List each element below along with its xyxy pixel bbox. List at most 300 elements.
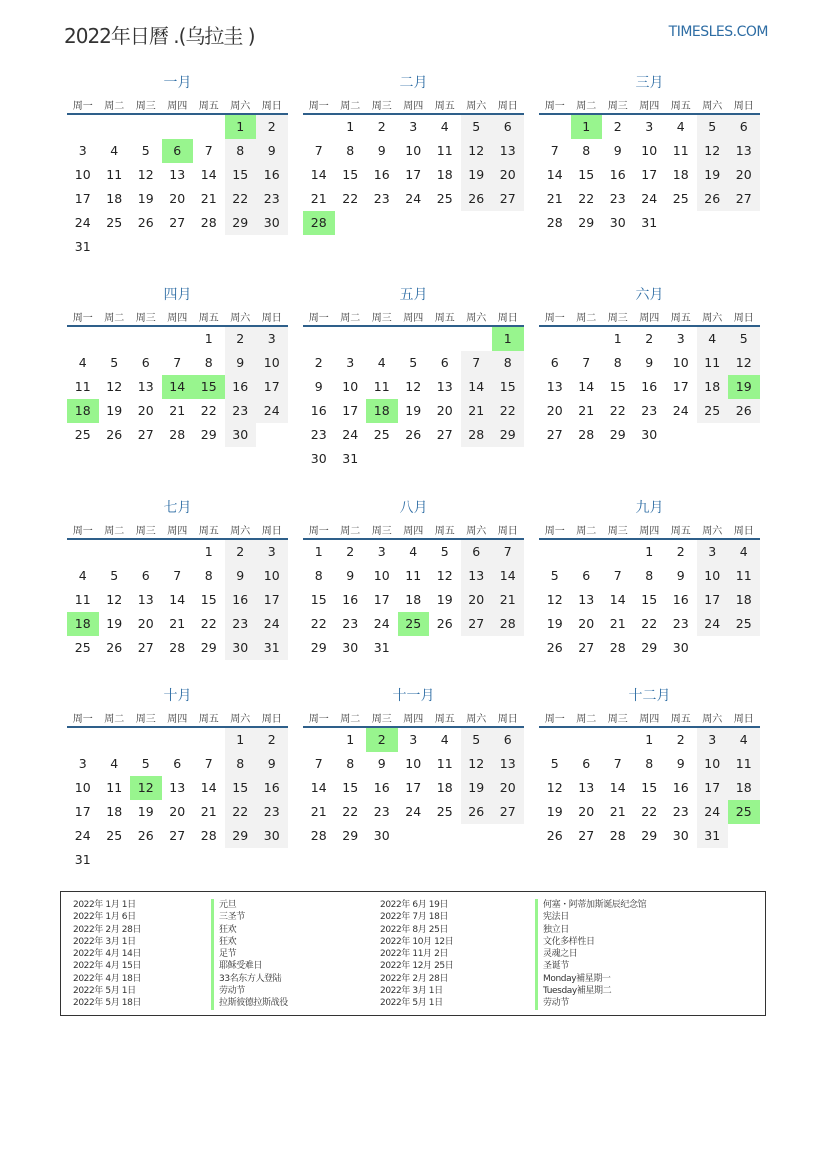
- day-cell[interactable]: 8: [645, 756, 654, 771]
- day-cell[interactable]: 22: [578, 191, 595, 206]
- day-cell[interactable]: 24: [74, 828, 91, 843]
- day-cell[interactable]: 17: [405, 167, 422, 182]
- day-cell[interactable]: 8: [225, 752, 257, 776]
- day-cell[interactable]: 27: [137, 427, 154, 442]
- day-cell[interactable]: 6: [728, 115, 760, 139]
- day-cell[interactable]: 29: [200, 427, 217, 442]
- day-cell[interactable]: 12: [728, 351, 760, 375]
- day-cell[interactable]: 26: [697, 187, 729, 211]
- day-cell[interactable]: 4: [440, 119, 449, 134]
- day-cell[interactable]: 25: [398, 612, 430, 636]
- day-cell[interactable]: 1: [314, 544, 323, 559]
- day-cell[interactable]: 19: [461, 776, 493, 800]
- day-cell[interactable]: 19: [728, 375, 760, 399]
- day-cell[interactable]: 28: [200, 828, 217, 843]
- day-cell[interactable]: 29: [342, 828, 359, 843]
- day-cell[interactable]: 22: [200, 403, 217, 418]
- day-cell[interactable]: 26: [106, 427, 123, 442]
- day-cell[interactable]: 16: [342, 592, 359, 607]
- day-cell[interactable]: 30: [672, 828, 689, 843]
- day-cell[interactable]: 17: [373, 592, 390, 607]
- day-cell[interactable]: 13: [578, 592, 595, 607]
- day-cell[interactable]: 12: [130, 776, 162, 800]
- day-cell[interactable]: 14: [169, 592, 186, 607]
- day-cell[interactable]: 28: [310, 828, 327, 843]
- day-cell[interactable]: 15: [342, 167, 359, 182]
- day-cell[interactable]: 11: [436, 143, 453, 158]
- day-cell[interactable]: 4: [728, 540, 760, 564]
- day-cell[interactable]: 13: [546, 379, 563, 394]
- day-cell[interactable]: 23: [609, 191, 626, 206]
- day-cell[interactable]: 12: [461, 139, 493, 163]
- day-cell[interactable]: 11: [697, 351, 729, 375]
- day-cell[interactable]: 31: [74, 852, 91, 867]
- day-cell[interactable]: 22: [200, 616, 217, 631]
- day-cell[interactable]: 9: [676, 568, 685, 583]
- day-cell[interactable]: 3: [676, 331, 685, 346]
- day-cell[interactable]: 7: [314, 143, 323, 158]
- day-cell[interactable]: 14: [492, 564, 524, 588]
- day-cell[interactable]: 2: [377, 119, 386, 134]
- day-cell[interactable]: 28: [303, 211, 335, 235]
- day-cell[interactable]: 13: [169, 167, 186, 182]
- day-cell[interactable]: 18: [405, 592, 422, 607]
- day-cell[interactable]: 3: [256, 540, 288, 564]
- day-cell[interactable]: 16: [256, 163, 288, 187]
- day-cell[interactable]: 15: [641, 592, 658, 607]
- day-cell[interactable]: 17: [256, 588, 288, 612]
- day-cell[interactable]: 8: [314, 568, 323, 583]
- day-cell[interactable]: 31: [342, 451, 359, 466]
- day-cell[interactable]: 19: [106, 403, 123, 418]
- day-cell[interactable]: 26: [405, 427, 422, 442]
- day-cell[interactable]: 19: [106, 616, 123, 631]
- day-cell[interactable]: 5: [697, 115, 729, 139]
- day-cell[interactable]: 9: [225, 564, 257, 588]
- day-cell[interactable]: 23: [342, 616, 359, 631]
- day-cell[interactable]: 28: [169, 427, 186, 442]
- day-cell[interactable]: 12: [546, 780, 563, 795]
- day-cell[interactable]: 9: [645, 355, 654, 370]
- day-cell[interactable]: 16: [672, 592, 689, 607]
- day-cell[interactable]: 9: [377, 143, 386, 158]
- day-cell[interactable]: 30: [641, 427, 658, 442]
- day-cell[interactable]: 14: [546, 167, 563, 182]
- day-cell[interactable]: 24: [342, 427, 359, 442]
- day-cell[interactable]: 1: [613, 331, 622, 346]
- day-cell[interactable]: 5: [110, 355, 119, 370]
- day-cell[interactable]: 10: [697, 564, 729, 588]
- day-cell[interactable]: 19: [405, 403, 422, 418]
- day-cell[interactable]: 19: [697, 163, 729, 187]
- day-cell[interactable]: 17: [641, 167, 658, 182]
- day-cell[interactable]: 25: [436, 804, 453, 819]
- day-cell[interactable]: 22: [641, 616, 658, 631]
- day-cell[interactable]: 30: [310, 451, 327, 466]
- day-cell[interactable]: 19: [436, 592, 453, 607]
- day-cell[interactable]: 5: [728, 327, 760, 351]
- day-cell[interactable]: 26: [137, 828, 154, 843]
- day-cell[interactable]: 23: [225, 399, 257, 423]
- day-cell[interactable]: 3: [697, 540, 729, 564]
- day-cell[interactable]: 18: [672, 167, 689, 182]
- day-cell[interactable]: 4: [409, 544, 418, 559]
- day-cell[interactable]: 6: [162, 139, 194, 163]
- day-cell[interactable]: 1: [225, 115, 257, 139]
- day-cell[interactable]: 25: [728, 800, 760, 824]
- day-cell[interactable]: 31: [256, 636, 288, 660]
- day-cell[interactable]: 24: [373, 616, 390, 631]
- day-cell[interactable]: 21: [461, 399, 493, 423]
- day-cell[interactable]: 29: [225, 211, 257, 235]
- day-cell[interactable]: 18: [728, 776, 760, 800]
- day-cell[interactable]: 31: [641, 215, 658, 230]
- day-cell[interactable]: 22: [342, 804, 359, 819]
- day-cell[interactable]: 10: [74, 780, 91, 795]
- day-cell[interactable]: 3: [78, 143, 87, 158]
- day-cell[interactable]: 26: [461, 800, 493, 824]
- day-cell[interactable]: 16: [256, 776, 288, 800]
- day-cell[interactable]: 20: [169, 191, 186, 206]
- day-cell[interactable]: 28: [546, 215, 563, 230]
- day-cell[interactable]: 11: [436, 756, 453, 771]
- day-cell[interactable]: 21: [310, 804, 327, 819]
- day-cell[interactable]: 18: [106, 804, 123, 819]
- day-cell[interactable]: 15: [641, 780, 658, 795]
- day-cell[interactable]: 21: [609, 804, 626, 819]
- day-cell[interactable]: 6: [141, 355, 150, 370]
- day-cell[interactable]: 14: [162, 375, 194, 399]
- day-cell[interactable]: 18: [67, 612, 99, 636]
- day-cell[interactable]: 25: [106, 215, 123, 230]
- day-cell[interactable]: 10: [405, 143, 422, 158]
- day-cell[interactable]: 2: [256, 115, 288, 139]
- day-cell[interactable]: 15: [200, 592, 217, 607]
- day-cell[interactable]: 10: [405, 756, 422, 771]
- day-cell[interactable]: 15: [578, 167, 595, 182]
- day-cell[interactable]: 3: [409, 732, 418, 747]
- day-cell[interactable]: 20: [728, 163, 760, 187]
- day-cell[interactable]: 4: [78, 355, 87, 370]
- day-cell[interactable]: 9: [613, 143, 622, 158]
- day-cell[interactable]: 2: [676, 544, 685, 559]
- day-cell[interactable]: 3: [645, 119, 654, 134]
- day-cell[interactable]: 25: [672, 191, 689, 206]
- day-cell[interactable]: 11: [106, 167, 123, 182]
- day-cell[interactable]: 21: [169, 616, 186, 631]
- day-cell[interactable]: 7: [204, 143, 213, 158]
- day-cell[interactable]: 14: [200, 167, 217, 182]
- day-cell[interactable]: 12: [436, 568, 453, 583]
- day-cell[interactable]: 8: [613, 355, 622, 370]
- day-cell[interactable]: 11: [74, 379, 91, 394]
- day-cell[interactable]: 11: [672, 143, 689, 158]
- day-cell[interactable]: 12: [546, 592, 563, 607]
- day-cell[interactable]: 14: [609, 780, 626, 795]
- day-cell[interactable]: 18: [728, 588, 760, 612]
- day-cell[interactable]: 21: [578, 403, 595, 418]
- day-cell[interactable]: 24: [256, 612, 288, 636]
- day-cell[interactable]: 23: [373, 191, 390, 206]
- day-cell[interactable]: 28: [492, 612, 524, 636]
- day-cell[interactable]: 1: [645, 732, 654, 747]
- day-cell[interactable]: 18: [697, 375, 729, 399]
- day-cell[interactable]: 14: [578, 379, 595, 394]
- day-cell[interactable]: 8: [492, 351, 524, 375]
- day-cell[interactable]: 12: [405, 379, 422, 394]
- day-cell[interactable]: 2: [676, 732, 685, 747]
- day-cell[interactable]: 18: [436, 167, 453, 182]
- day-cell[interactable]: 28: [609, 640, 626, 655]
- day-cell[interactable]: 7: [492, 540, 524, 564]
- day-cell[interactable]: 11: [74, 592, 91, 607]
- day-cell[interactable]: 3: [409, 119, 418, 134]
- day-cell[interactable]: 20: [461, 588, 493, 612]
- day-cell[interactable]: 16: [609, 167, 626, 182]
- day-cell[interactable]: 25: [106, 828, 123, 843]
- day-cell[interactable]: 6: [461, 540, 493, 564]
- day-cell[interactable]: 17: [74, 191, 91, 206]
- day-cell[interactable]: 16: [225, 375, 257, 399]
- day-cell[interactable]: 24: [697, 800, 729, 824]
- day-cell[interactable]: 4: [110, 756, 119, 771]
- day-cell[interactable]: 16: [373, 780, 390, 795]
- day-cell[interactable]: 29: [609, 427, 626, 442]
- day-cell[interactable]: 10: [373, 568, 390, 583]
- day-cell[interactable]: 30: [256, 824, 288, 848]
- day-cell[interactable]: 13: [137, 592, 154, 607]
- day-cell[interactable]: 20: [546, 403, 563, 418]
- day-cell[interactable]: 20: [436, 403, 453, 418]
- day-cell[interactable]: 19: [546, 804, 563, 819]
- day-cell[interactable]: 9: [314, 379, 323, 394]
- day-cell[interactable]: 22: [225, 800, 257, 824]
- day-cell[interactable]: 21: [492, 588, 524, 612]
- day-cell[interactable]: 29: [578, 215, 595, 230]
- day-cell[interactable]: 14: [200, 780, 217, 795]
- day-cell[interactable]: 1: [346, 732, 355, 747]
- day-cell[interactable]: 5: [409, 355, 418, 370]
- day-cell[interactable]: 6: [582, 756, 591, 771]
- day-cell[interactable]: 10: [256, 351, 288, 375]
- day-cell[interactable]: 23: [310, 427, 327, 442]
- day-cell[interactable]: 7: [613, 568, 622, 583]
- day-cell[interactable]: 15: [342, 780, 359, 795]
- day-cell[interactable]: 20: [169, 804, 186, 819]
- day-cell[interactable]: 9: [256, 752, 288, 776]
- day-cell[interactable]: 17: [342, 403, 359, 418]
- day-cell[interactable]: 1: [204, 331, 213, 346]
- day-cell[interactable]: 22: [492, 399, 524, 423]
- day-cell[interactable]: 16: [310, 403, 327, 418]
- day-cell[interactable]: 29: [225, 824, 257, 848]
- day-cell[interactable]: 16: [641, 379, 658, 394]
- day-cell[interactable]: 19: [137, 191, 154, 206]
- day-cell[interactable]: 19: [546, 616, 563, 631]
- day-cell[interactable]: 12: [461, 752, 493, 776]
- day-cell[interactable]: 28: [169, 640, 186, 655]
- day-cell[interactable]: 13: [578, 780, 595, 795]
- day-cell[interactable]: 5: [141, 756, 150, 771]
- day-cell[interactable]: 20: [492, 776, 524, 800]
- day-cell[interactable]: 18: [436, 780, 453, 795]
- day-cell[interactable]: 10: [342, 379, 359, 394]
- day-cell[interactable]: 8: [204, 568, 213, 583]
- day-cell[interactable]: 30: [342, 640, 359, 655]
- day-cell[interactable]: 11: [728, 752, 760, 776]
- day-cell[interactable]: 30: [373, 828, 390, 843]
- day-cell[interactable]: 23: [256, 187, 288, 211]
- day-cell[interactable]: 5: [461, 115, 493, 139]
- day-cell[interactable]: 16: [225, 588, 257, 612]
- day-cell[interactable]: 2: [314, 355, 323, 370]
- day-cell[interactable]: 10: [641, 143, 658, 158]
- day-cell[interactable]: 5: [550, 756, 559, 771]
- day-cell[interactable]: 29: [310, 640, 327, 655]
- day-cell[interactable]: 7: [314, 756, 323, 771]
- day-cell[interactable]: 6: [173, 756, 182, 771]
- day-cell[interactable]: 31: [74, 239, 91, 254]
- day-cell[interactable]: 5: [440, 544, 449, 559]
- day-cell[interactable]: 6: [582, 568, 591, 583]
- day-cell[interactable]: 16: [672, 780, 689, 795]
- day-cell[interactable]: 28: [578, 427, 595, 442]
- day-cell[interactable]: 24: [74, 215, 91, 230]
- day-cell[interactable]: 17: [672, 379, 689, 394]
- day-cell[interactable]: 17: [697, 776, 729, 800]
- day-cell[interactable]: 13: [728, 139, 760, 163]
- day-cell[interactable]: 11: [373, 379, 390, 394]
- day-cell[interactable]: 30: [225, 636, 257, 660]
- day-cell[interactable]: 21: [609, 616, 626, 631]
- day-cell[interactable]: 21: [200, 804, 217, 819]
- day-cell[interactable]: 7: [173, 355, 182, 370]
- day-cell[interactable]: 27: [461, 612, 493, 636]
- day-cell[interactable]: 12: [137, 167, 154, 182]
- day-cell[interactable]: 16: [373, 167, 390, 182]
- day-cell[interactable]: 11: [405, 568, 422, 583]
- day-cell[interactable]: 3: [697, 728, 729, 752]
- day-cell[interactable]: 23: [373, 804, 390, 819]
- day-cell[interactable]: 28: [200, 215, 217, 230]
- day-cell[interactable]: 14: [461, 375, 493, 399]
- site-link[interactable]: TIMESLES.COM: [668, 24, 768, 40]
- day-cell[interactable]: 29: [641, 640, 658, 655]
- day-cell[interactable]: 18: [106, 191, 123, 206]
- day-cell[interactable]: 25: [697, 399, 729, 423]
- day-cell[interactable]: 30: [256, 211, 288, 235]
- day-cell[interactable]: 24: [641, 191, 658, 206]
- day-cell[interactable]: 18: [67, 399, 99, 423]
- day-cell[interactable]: 14: [609, 592, 626, 607]
- day-cell[interactable]: 26: [461, 187, 493, 211]
- day-cell[interactable]: 10: [672, 355, 689, 370]
- day-cell[interactable]: 13: [492, 139, 524, 163]
- day-cell[interactable]: 23: [225, 612, 257, 636]
- day-cell[interactable]: 9: [377, 756, 386, 771]
- day-cell[interactable]: 4: [110, 143, 119, 158]
- day-cell[interactable]: 26: [546, 640, 563, 655]
- day-cell[interactable]: 24: [405, 804, 422, 819]
- day-cell[interactable]: 2: [613, 119, 622, 134]
- day-cell[interactable]: 24: [256, 399, 288, 423]
- day-cell[interactable]: 21: [546, 191, 563, 206]
- day-cell[interactable]: 11: [106, 780, 123, 795]
- day-cell[interactable]: 25: [74, 640, 91, 655]
- day-cell[interactable]: 18: [366, 399, 398, 423]
- day-cell[interactable]: 31: [697, 824, 729, 848]
- day-cell[interactable]: 12: [106, 592, 123, 607]
- day-cell[interactable]: 23: [256, 800, 288, 824]
- day-cell[interactable]: 7: [461, 351, 493, 375]
- day-cell[interactable]: 15: [193, 375, 225, 399]
- day-cell[interactable]: 30: [672, 640, 689, 655]
- day-cell[interactable]: 27: [492, 800, 524, 824]
- day-cell[interactable]: 25: [373, 427, 390, 442]
- day-cell[interactable]: 27: [578, 640, 595, 655]
- day-cell[interactable]: 23: [641, 403, 658, 418]
- day-cell[interactable]: 4: [676, 119, 685, 134]
- day-cell[interactable]: 25: [74, 427, 91, 442]
- day-cell[interactable]: 9: [676, 756, 685, 771]
- day-cell[interactable]: 27: [169, 215, 186, 230]
- day-cell[interactable]: 13: [137, 379, 154, 394]
- day-cell[interactable]: 27: [137, 640, 154, 655]
- day-cell[interactable]: 25: [436, 191, 453, 206]
- day-cell[interactable]: 26: [728, 399, 760, 423]
- day-cell[interactable]: 2: [256, 728, 288, 752]
- day-cell[interactable]: 1: [346, 119, 355, 134]
- day-cell[interactable]: 2: [645, 331, 654, 346]
- day-cell[interactable]: 8: [645, 568, 654, 583]
- day-cell[interactable]: 7: [613, 756, 622, 771]
- day-cell[interactable]: 6: [550, 355, 559, 370]
- day-cell[interactable]: 22: [641, 804, 658, 819]
- day-cell[interactable]: 15: [225, 163, 257, 187]
- day-cell[interactable]: 1: [571, 115, 603, 139]
- day-cell[interactable]: 2: [346, 544, 355, 559]
- day-cell[interactable]: 21: [310, 191, 327, 206]
- day-cell[interactable]: 27: [492, 187, 524, 211]
- day-cell[interactable]: 27: [169, 828, 186, 843]
- day-cell[interactable]: 12: [697, 139, 729, 163]
- day-cell[interactable]: 15: [492, 375, 524, 399]
- day-cell[interactable]: 27: [546, 427, 563, 442]
- day-cell[interactable]: 14: [310, 167, 327, 182]
- day-cell[interactable]: 4: [440, 732, 449, 747]
- day-cell[interactable]: 19: [461, 163, 493, 187]
- day-cell[interactable]: 5: [141, 143, 150, 158]
- day-cell[interactable]: 10: [256, 564, 288, 588]
- day-cell[interactable]: 3: [256, 327, 288, 351]
- day-cell[interactable]: 8: [346, 143, 355, 158]
- day-cell[interactable]: 30: [609, 215, 626, 230]
- day-cell[interactable]: 7: [550, 143, 559, 158]
- day-cell[interactable]: 9: [256, 139, 288, 163]
- day-cell[interactable]: 28: [609, 828, 626, 843]
- day-cell[interactable]: 6: [440, 355, 449, 370]
- day-cell[interactable]: 21: [200, 191, 217, 206]
- day-cell[interactable]: 11: [728, 564, 760, 588]
- day-cell[interactable]: 13: [492, 752, 524, 776]
- day-cell[interactable]: 6: [141, 568, 150, 583]
- day-cell[interactable]: 23: [672, 616, 689, 631]
- day-cell[interactable]: 29: [200, 640, 217, 655]
- day-cell[interactable]: 26: [106, 640, 123, 655]
- day-cell[interactable]: 13: [461, 564, 493, 588]
- day-cell[interactable]: 5: [461, 728, 493, 752]
- day-cell[interactable]: 8: [582, 143, 591, 158]
